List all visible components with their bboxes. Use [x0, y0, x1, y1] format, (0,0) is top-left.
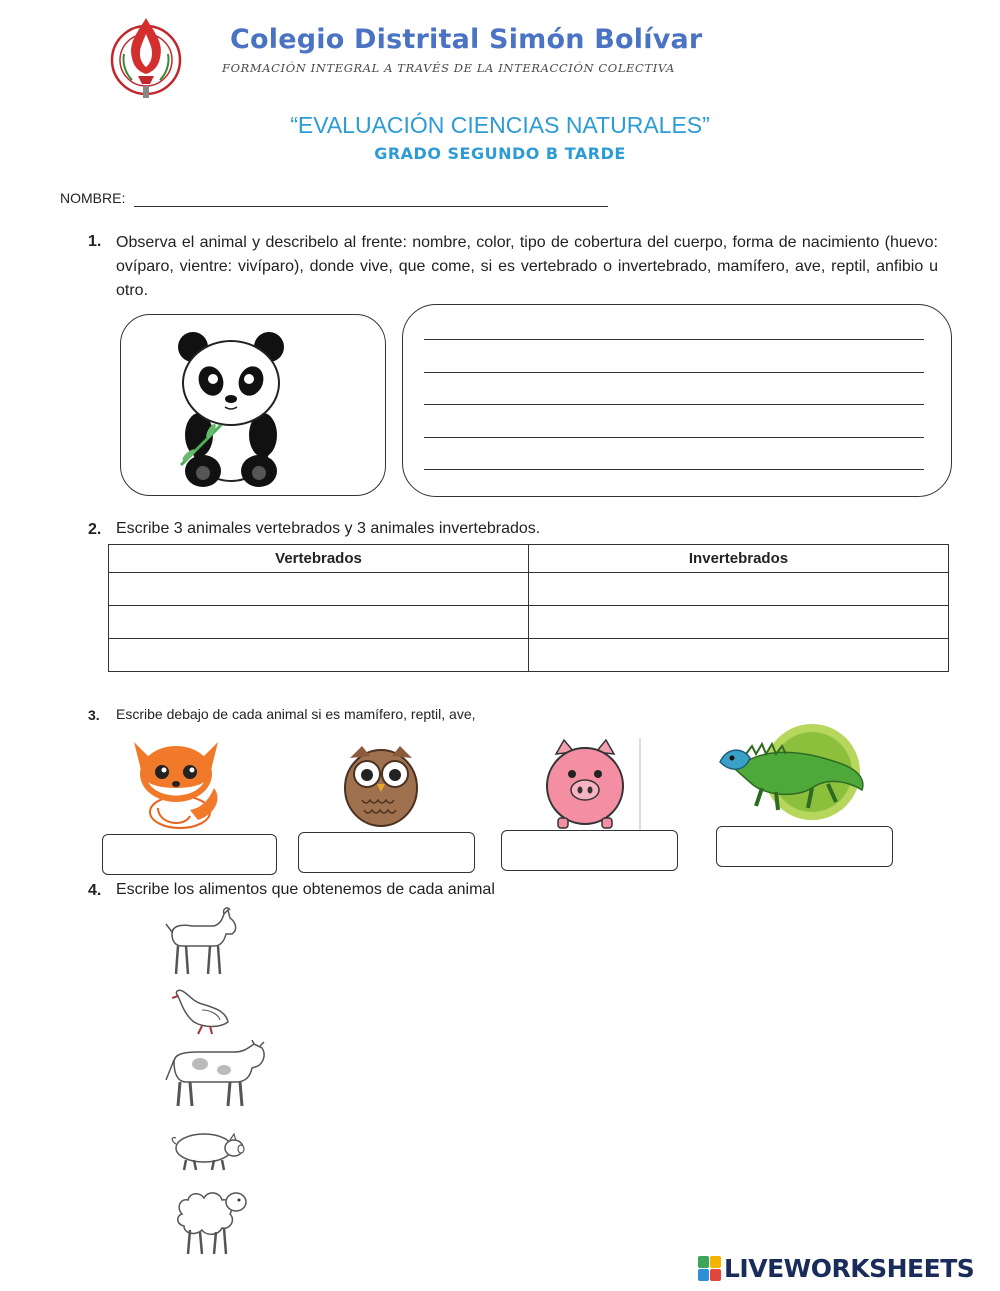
header-vertebrados: Vertebrados [109, 545, 529, 573]
question4-text: Escribe los alimentos que obtenemos de cada animal [116, 881, 495, 898]
question3-number: 3. [88, 707, 100, 723]
name-label: NOMBRE: [60, 190, 126, 206]
invertebrado-cell[interactable] [529, 573, 949, 606]
fox-icon [128, 738, 224, 835]
invertebrado-cell[interactable] [529, 639, 949, 672]
table-row [109, 639, 949, 672]
school-name: Colegio Distrital Simón Bolívar [230, 24, 703, 55]
answer-line[interactable] [424, 404, 924, 405]
liveworksheets-logo-icon [698, 1256, 722, 1282]
answer-line[interactable] [424, 469, 924, 470]
grade-title: GRADO SEGUNDO B TARDE [374, 144, 626, 163]
table-row [109, 573, 949, 606]
name-input[interactable] [134, 206, 608, 207]
goat-icon [164, 906, 238, 983]
vertebrado-cell[interactable] [109, 606, 529, 639]
animals-table [108, 544, 949, 672]
pig-outline-icon [168, 1128, 246, 1177]
panda-icon [171, 325, 291, 496]
header-invertebrados: Invertebrados [529, 545, 949, 573]
answer-line[interactable] [424, 339, 924, 340]
liveworksheets-text: LIVEWORKSHEETS [724, 1254, 975, 1283]
animal-class-input[interactable] [298, 832, 475, 873]
question3-text: Escribe debajo de cada animal si es mamífero, reptil, ave, [116, 706, 476, 722]
animal-class-input[interactable] [102, 834, 277, 875]
answer-line[interactable] [424, 372, 924, 373]
question4-number: 4. [88, 882, 102, 899]
animal-class-input[interactable] [501, 830, 678, 871]
vertebrado-cell[interactable] [109, 573, 529, 606]
sheep-icon [172, 1184, 250, 1261]
chicken-icon [172, 988, 232, 1041]
owl-icon [340, 740, 422, 833]
question2-text: Escribe 3 animales vertebrados y 3 animales invertebrados. [116, 520, 541, 537]
animal-class-input[interactable] [716, 826, 893, 867]
iguana-icon [716, 718, 868, 827]
answer-line[interactable] [424, 437, 924, 438]
question1-text: Observa el animal y describelo al frente: nombre, color, tipo de cobertura del cuerpo, forma de nacimiento (huevo: ovíparo, vientre: vivíparo), donde vive, que come, si es vertebrado o invertebrado, mamífero, ave, reptil, anfibio u otro. [116, 234, 938, 299]
school-motto: FORMACIÓN INTEGRAL A TRAVÉS DE LA INTERACCIÓN COLECTIVA [222, 61, 675, 75]
table-row [109, 606, 949, 639]
evaluation-title: “EVALUACIÓN CIENCIAS NATURALES” [290, 112, 710, 138]
invertebrado-cell[interactable] [529, 606, 949, 639]
panda-image-frame [120, 314, 386, 496]
question2-number: 2. [88, 521, 102, 538]
school-crest-icon [108, 14, 184, 102]
question1-number: 1. [88, 233, 102, 250]
pig-icon [534, 738, 642, 835]
cow-icon [164, 1040, 268, 1115]
vertebrado-cell[interactable] [109, 639, 529, 672]
liveworksheets-brand [698, 1254, 974, 1283]
table-header-row [109, 545, 949, 573]
